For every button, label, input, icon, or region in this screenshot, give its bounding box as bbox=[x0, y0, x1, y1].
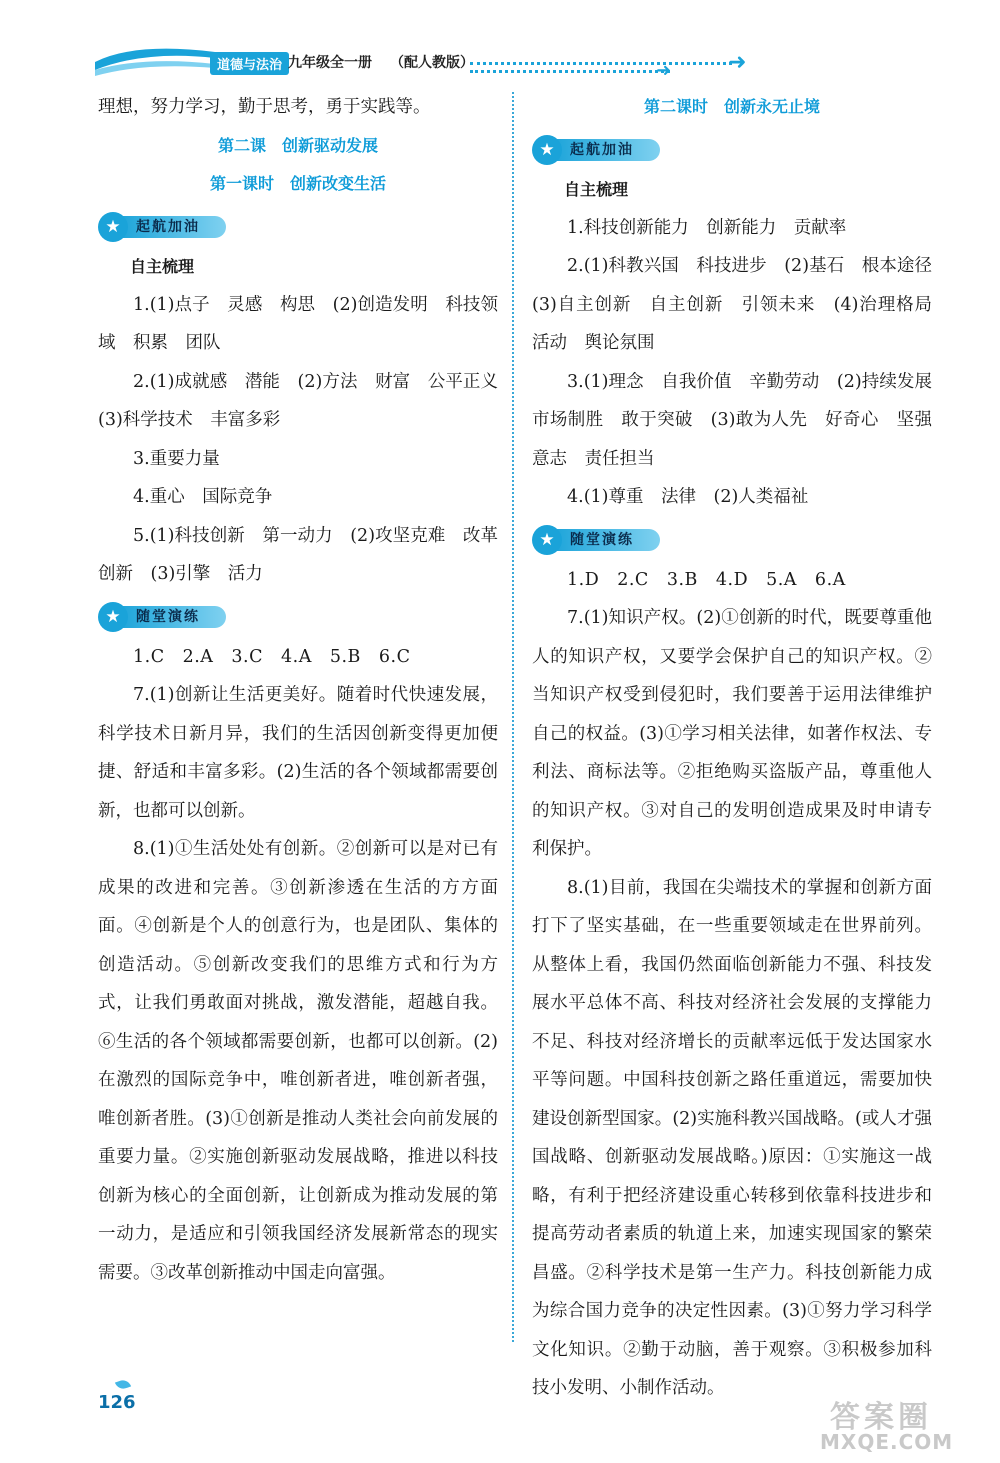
star-icon: ★ bbox=[532, 525, 562, 555]
review-item: 1.科技创新能力 创新能力 贡献率 bbox=[567, 217, 847, 238]
star-icon: ★ bbox=[98, 212, 128, 242]
review-item: 3.重要力量 bbox=[133, 448, 220, 469]
suitang-badge bbox=[532, 525, 660, 555]
suitang-badge bbox=[98, 602, 226, 632]
qihang-badge bbox=[532, 135, 660, 165]
section-title: 第一课时 创新改变生活 bbox=[209, 174, 386, 193]
review-item: 4.(1)尊重 法律 (2)人类福祉 bbox=[567, 487, 809, 507]
section-title: 第二课时 创新永无止境 bbox=[643, 97, 820, 116]
column-divider bbox=[512, 92, 514, 1342]
page-number-text: 126 bbox=[98, 1392, 136, 1413]
mc-answers: 1.D 2.C 3.B 4.D 5.A 6.A bbox=[567, 569, 846, 590]
watermark-bottom: MXQE.COM bbox=[820, 1430, 954, 1454]
book-title: 九年级全一册 bbox=[288, 55, 372, 71]
review-item: 4.重心 国际竞争 bbox=[133, 487, 273, 507]
mc-answers: 1.C 2.A 3.C 4.A 5.B 6.C bbox=[133, 646, 411, 667]
review-item: 2.(1)科教兴国 科技进步 (2)基石 根本途径 (3)自主创新 自主创新 引领未来 (4)治理格局 活动 舆论氛围 bbox=[532, 256, 950, 353]
leaf-icon bbox=[115, 1378, 131, 1391]
arrow-right-small-icon: ➜ bbox=[656, 60, 672, 81]
watermark bbox=[820, 1392, 990, 1452]
zizhu-heading: 自主梳理 bbox=[564, 179, 629, 199]
qihang-badge bbox=[98, 212, 226, 242]
zizhu-heading: 自主梳理 bbox=[130, 256, 195, 276]
header-dotted-line bbox=[470, 62, 732, 65]
watermark-top: 答案圈 bbox=[830, 1400, 932, 1435]
header-dotted-line-2 bbox=[470, 70, 670, 73]
star-icon: ★ bbox=[98, 602, 128, 632]
badge-label: 随堂演练 bbox=[136, 608, 200, 625]
arrow-right-icon: ➜ bbox=[728, 50, 747, 75]
subject-tag: 道德与法治 bbox=[210, 52, 289, 75]
lesson-title: 第二课 创新驱动发展 bbox=[217, 135, 378, 155]
answer-q8: 8.(1)①生活处处有创新。②创新可以是对已有成果的改进和完善。③创新渗透在生活的方方面面。④创新是个人的创意行为，也是团队、集体的创造活动。⑤创新改变我们的思维方式和行为方式，让我们勇敢面对挑战，激发潜能，超越自我。⑥生活的各个领域都需要创新，也都可以创新。(2)在激烈的国际竞争中，唯创新者进，唯创新者强，唯创新者胜。(3)①创新是推动人类社会向前发展的重要力量。②实施创新驱动发展战略，推进以科技创新为核心的全面创新，让创新成为推动发展的第一动力，是适应和引领我国经济发展新常态的现实需要。③改革创新推动中国走向富强。 bbox=[98, 839, 498, 1283]
left-column bbox=[98, 88, 516, 1292]
page-header bbox=[0, 0, 1000, 90]
badge-label: 随堂演练 bbox=[570, 531, 634, 548]
edition-label: （配人教版） bbox=[390, 55, 474, 71]
badge-label: 起航加油 bbox=[136, 218, 200, 235]
right-column bbox=[532, 88, 950, 1408]
star-icon: ★ bbox=[532, 135, 562, 165]
review-item: 3.(1)理念 自我价值 辛勤劳动 (2)持续发展 市场制胜 敢于突破 (3)敢为人先 好奇心 坚强意志 责任担当 bbox=[532, 371, 950, 469]
review-item: 5.(1)科技创新 第一动力 (2)攻坚克难 改革创新 (3)引擎 活力 bbox=[98, 525, 498, 584]
answer-q8: 8.(1)目前，我国在尖端技术的掌握和创新方面打下了坚实基础，在一些重要领域走在世界前列。从整体上看，我国仍然面临创新能力不强、科技发展水平总体不高、科技对经济社会发展的支撑能力不足、科技对经济增长的贡献率远低于发达国家水平等问题。中国科技创新之路任重道远，需要加快建设创新型国家。(2)实施科教兴国战略。(或人才强国战略、创新驱动发展战略。)原因：①实施这一战略，有利于把经济建设重心转移到依靠科技进步和提高劳动者素质的轨道上来，加速实现国家的繁荣昌盛。②科学技术是第一生产力。科技创新能力成为综合国力竞争的决定性因素。(3)①努力学习科学文化知识。②勤于动脑，善于观察。③积极参加科技小发明、小制作活动。 bbox=[532, 877, 932, 1398]
answer-q7: 7.(1)创新让生活更美好。随着时代快速发展，科学技术日新月异，我们的生活因创新变得更加便捷、舒适和丰富多彩。(2)生活的各个领域都需要创新，也都可以创新。 bbox=[98, 685, 498, 821]
badge-label: 起航加油 bbox=[570, 141, 634, 158]
carryover-line: 理想，努力学习，勤于思考，勇于实践等。 bbox=[98, 97, 431, 117]
review-item: 2.(1)成就感 潜能 (2)方法 财富 公平正义 (3)科学技术 丰富多彩 bbox=[98, 371, 516, 430]
page-number bbox=[98, 1392, 138, 1418]
answer-q7: 7.(1)知识产权。(2)①创新的时代，既要尊重他人的知识产权，又要学会保护自己的知识产权。②当知识产权受到侵犯时，我们要善于运用法律维护自己的权益。(3)①学习相关法律，如著作权法、专利法、商标法等。②拒绝购买盗版产品，尊重他人的知识产权。③对自己的发明创造成果及时申请专利保护。 bbox=[532, 608, 932, 859]
review-item: 1.(1)点子 灵感 构思 (2)创造发明 科技领域 积累 团队 bbox=[98, 294, 498, 353]
header-swoosh-icon bbox=[95, 42, 215, 76]
